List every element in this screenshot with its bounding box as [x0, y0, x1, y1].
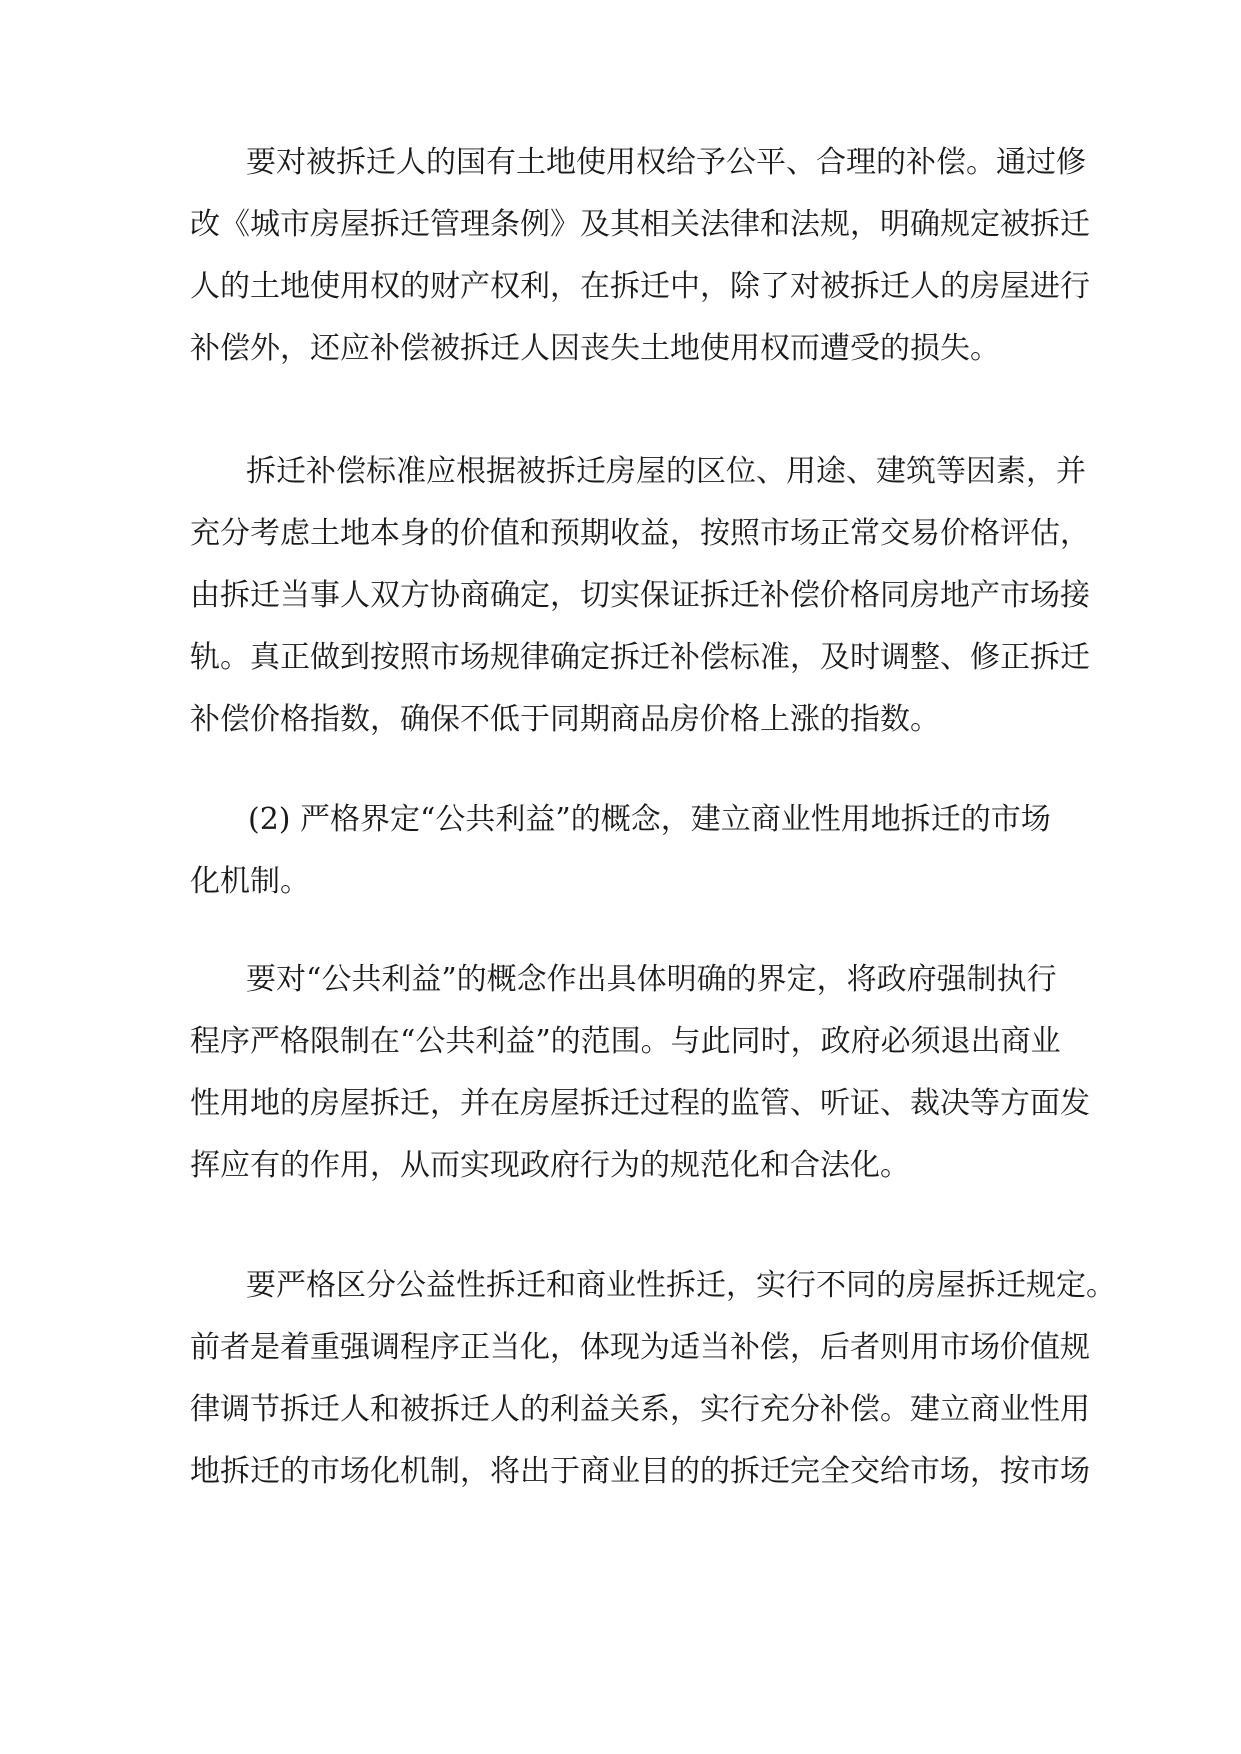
paragraph-4-line-2: 程序严格限制在“公共利益”的范围。与此同时，政府必须退出商业	[190, 1024, 1061, 1059]
paragraph-5-line-1: 要严格区分公益性拆迁和商业性拆迁，实行不同的房屋拆迁规定。	[246, 1268, 1116, 1303]
paragraph-4-line-3: 性用地的房屋拆迁，并在房屋拆迁过程的监管、听证、裁决等方面发	[190, 1086, 1090, 1121]
paragraph-5-line-4: 地拆迁的市场化机制，将出于商业目的的拆迁完全交给市场，按市场	[190, 1454, 1090, 1489]
paragraph-4-line-1: 要对“公共利益”的概念作出具体明确的界定，将政府强制执行	[246, 962, 1057, 997]
paragraph-2-line-3: 由拆迁当事人双方协商确定，切实保证拆迁补偿价格同房地产市场接	[190, 578, 1090, 613]
paragraph-2-line-4: 轨。真正做到按照市场规律确定拆迁补偿标准，及时调整、修正拆迁	[190, 640, 1090, 675]
paragraph-1-line-1: 要对被拆迁人的国有土地使用权给予公平、合理的补偿。通过修	[246, 145, 1086, 180]
paragraph-3-line-1: (2) 严格界定“公共利益”的概念，建立商业性用地拆迁的市场	[248, 802, 1051, 837]
paragraph-2-line-5: 补偿价格指数，确保不低于同期商品房价格上涨的指数。	[190, 702, 940, 737]
paragraph-1-line-2: 改《城市房屋拆迁管理条例》及其相关法律和法规，明确规定被拆迁	[190, 207, 1090, 242]
paragraph-2-line-2: 充分考虑土地本身的价值和预期收益，按照市场正常交易价格评估，	[190, 516, 1090, 551]
paragraph-1-line-3: 人的土地使用权的财产权利，在拆迁中，除了对被拆迁人的房屋进行	[190, 269, 1090, 304]
paragraph-4-line-4: 挥应有的作用，从而实现政府行为的规范化和合法化。	[190, 1148, 910, 1183]
paragraph-1-line-4: 补偿外，还应补偿被拆迁人因丧失土地使用权而遭受的损失。	[190, 331, 1000, 366]
paragraph-5-line-2: 前者是着重强调程序正当化，体现为适当补偿，后者则用市场价值规	[190, 1330, 1090, 1365]
paragraph-5-line-3: 律调节拆迁人和被拆迁人的利益关系，实行充分补偿。建立商业性用	[190, 1392, 1090, 1427]
paragraph-3-line-2: 化机制。	[190, 864, 310, 899]
paragraph-2-line-1: 拆迁补偿标准应根据被拆迁房屋的区位、用途、建筑等因素，并	[246, 454, 1086, 489]
